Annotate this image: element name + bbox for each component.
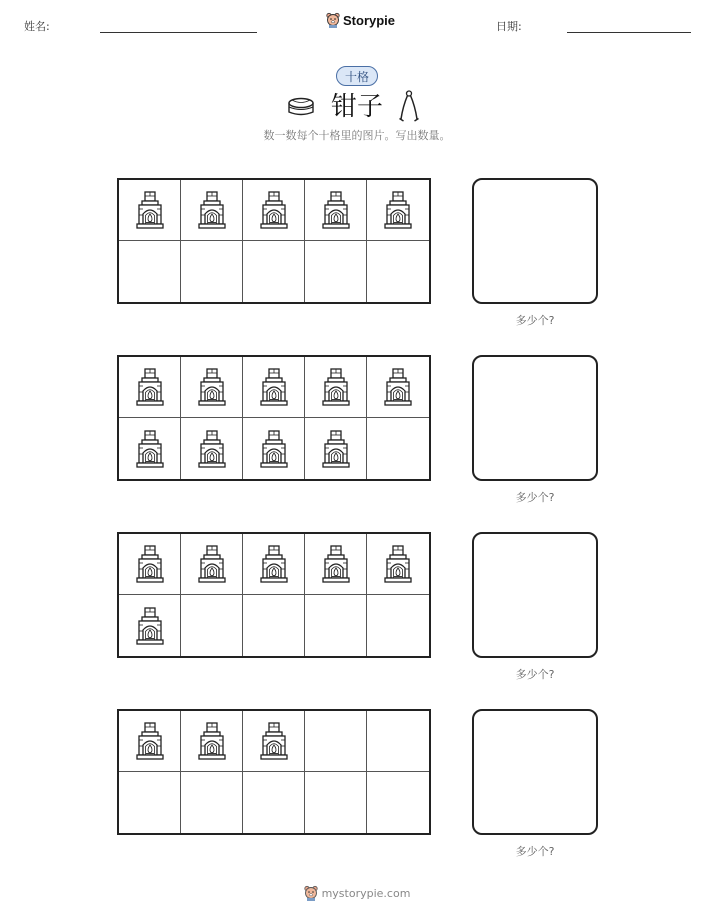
fireplace-icon <box>135 429 165 469</box>
fireplace-icon <box>259 190 289 230</box>
ten-frame <box>117 532 431 658</box>
ten-frame-cell <box>367 772 429 833</box>
ten-frame-cell <box>305 595 367 656</box>
answer-label: 多少个? <box>515 491 555 504</box>
brand-name: Storypie <box>343 12 396 28</box>
fireplace-icon <box>135 190 165 230</box>
ten-frame-cell <box>243 241 305 302</box>
answer-box[interactable] <box>472 709 598 835</box>
ten-frame <box>117 355 431 481</box>
fireplace-icon <box>321 367 351 407</box>
ten-frame-cell <box>181 418 243 479</box>
fireplace-icon <box>321 429 351 469</box>
fireplace-icon <box>135 544 165 584</box>
date-line[interactable] <box>567 32 691 33</box>
fireplace-icon <box>321 544 351 584</box>
answer-label: 多少个? <box>515 845 555 858</box>
fireplace-icon <box>135 606 165 646</box>
fireplace-icon <box>259 367 289 407</box>
instructions: 数一数每个十格里的图片。写出数量。 <box>263 129 451 142</box>
fireplace-icon <box>259 721 289 761</box>
fireplace-icon <box>259 544 289 584</box>
ten-frame-cell <box>119 772 181 833</box>
fireplace-icon <box>197 190 227 230</box>
ten-frame <box>117 709 431 835</box>
ten-frame-cell <box>305 180 367 241</box>
fireplace-icon <box>197 367 227 407</box>
fireplace-icon <box>321 190 351 230</box>
ten-frame-cell <box>305 357 367 418</box>
ten-frame-cell <box>119 595 181 656</box>
answer-box[interactable] <box>472 532 598 658</box>
ten-frame-cell <box>243 711 305 772</box>
ten-frame-cell <box>367 534 429 595</box>
category-badge: 十格 <box>336 66 378 86</box>
ten-frame-cell <box>367 241 429 302</box>
fireplace-icon <box>383 367 413 407</box>
answer-label: 多少个? <box>515 314 555 327</box>
ten-frame-cell <box>181 180 243 241</box>
ten-frame-cell <box>305 534 367 595</box>
ten-frame-cell <box>119 418 181 479</box>
ten-frame-cell <box>305 711 367 772</box>
ten-frame-cell <box>181 595 243 656</box>
ten-frame-cell <box>243 180 305 241</box>
answer-label: 多少个? <box>515 668 555 681</box>
name-label: 姓名: <box>24 20 50 33</box>
ten-frame-cell <box>367 711 429 772</box>
ten-frame-cell <box>367 595 429 656</box>
date-label: 日期: <box>496 20 522 33</box>
ten-frame-cell <box>119 357 181 418</box>
ten-frame-cell <box>243 772 305 833</box>
fireplace-icon <box>259 429 289 469</box>
answer-box[interactable] <box>472 178 598 304</box>
ten-frame-cell <box>181 772 243 833</box>
fireplace-icon <box>197 429 227 469</box>
ten-frame-cell <box>305 772 367 833</box>
fireplace-icon <box>197 721 227 761</box>
ten-frame-cell <box>181 711 243 772</box>
ten-frame-cell <box>119 711 181 772</box>
ten-frame-cell <box>243 418 305 479</box>
fireplace-icon <box>383 190 413 230</box>
ten-frame-cell <box>181 241 243 302</box>
ten-frame-cell <box>181 534 243 595</box>
fireplace-icon <box>383 544 413 584</box>
worksheet-title: 钳子 <box>330 92 383 122</box>
footer-url[interactable]: mystorypie.com <box>321 886 411 900</box>
ten-frame-cell <box>243 595 305 656</box>
ten-frame-cell <box>305 418 367 479</box>
ten-frame-cell <box>367 180 429 241</box>
ten-frame-cell <box>367 357 429 418</box>
answer-box[interactable] <box>472 355 598 481</box>
fireplace-icon <box>135 367 165 407</box>
name-line[interactable] <box>100 32 257 33</box>
ten-frame-cell <box>119 180 181 241</box>
ten-frame <box>117 178 431 304</box>
fireplace-icon <box>197 544 227 584</box>
ten-frame-cell <box>367 418 429 479</box>
fireplace-icon <box>135 721 165 761</box>
ten-frame-cell <box>119 534 181 595</box>
ten-frame-cell <box>243 534 305 595</box>
ten-frame-cell <box>119 241 181 302</box>
tongs-icon <box>398 90 420 124</box>
ten-frame-cell <box>243 357 305 418</box>
footer <box>0 885 714 901</box>
ten-frame-cell <box>181 357 243 418</box>
storypie-bear-logo <box>326 12 340 28</box>
storypie-bear-logo <box>304 885 318 901</box>
brand <box>326 12 395 28</box>
ten-frame-cell <box>305 241 367 302</box>
